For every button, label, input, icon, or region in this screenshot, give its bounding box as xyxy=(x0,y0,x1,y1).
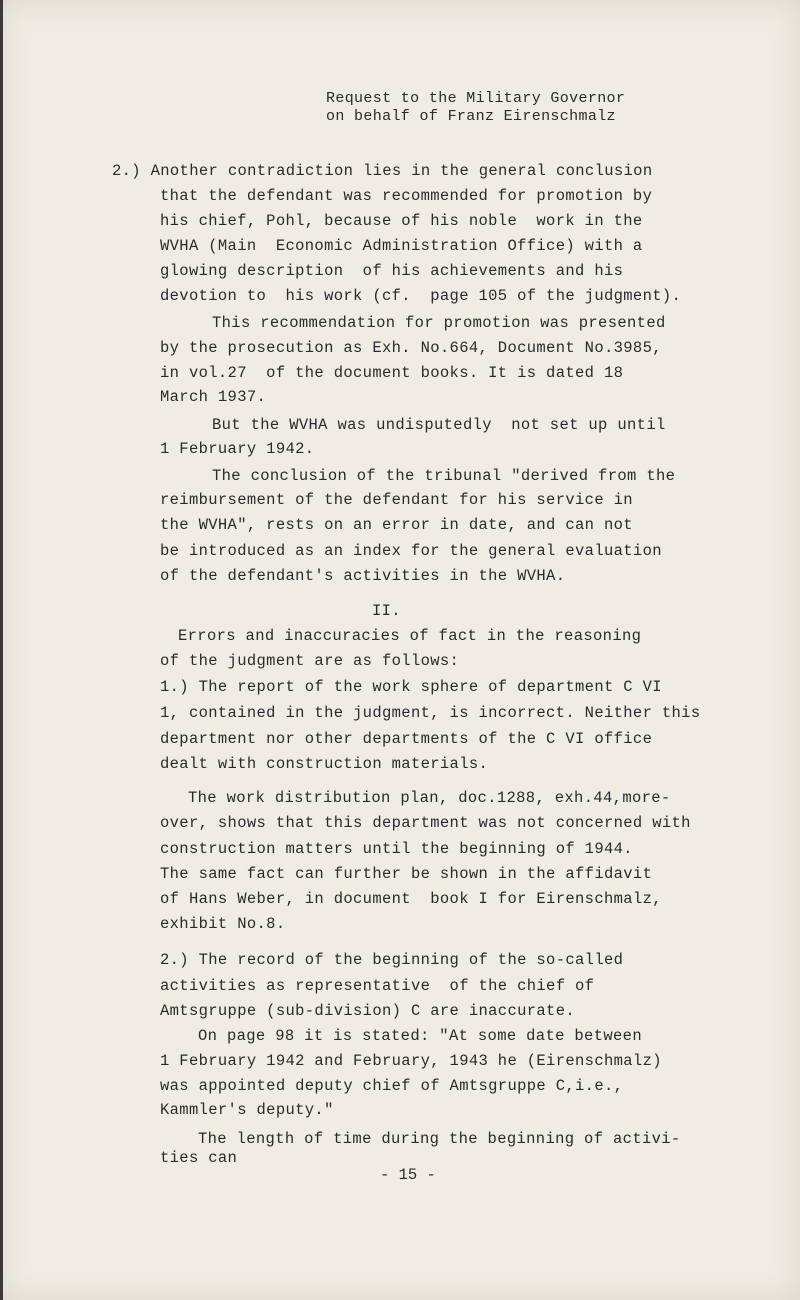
text-line: 2.) Another contradiction lies in the general conclusion xyxy=(112,162,653,180)
text-line: This recommendation for promotion was presented xyxy=(212,314,666,332)
text-line: construction matters until the beginning of 1944. xyxy=(160,840,633,858)
text-line: The conclusion of the tribunal "derived from the xyxy=(212,467,676,485)
text-line: devotion to his work (cf. page 105 of the judgment). xyxy=(160,287,682,305)
text-line: ties can xyxy=(160,1149,238,1167)
text-line: The length of time during the beginning of activi- xyxy=(198,1130,681,1148)
text-line: On page 98 it is stated: "At some date between xyxy=(198,1027,642,1045)
text-line: March 1937. xyxy=(160,388,267,406)
text-line: 1 February 1942 and February, 1943 he (Eirenschmalz) xyxy=(160,1052,662,1070)
text-line: was appointed deputy chief of Amtsgruppe C,i.e., xyxy=(160,1077,624,1095)
page-edge xyxy=(0,0,3,1300)
text-line: dealt with construction materials. xyxy=(160,755,489,773)
text-line: Kammler's deputy." xyxy=(160,1101,334,1119)
text-line: Errors and inaccuracies of fact in the reasoning xyxy=(178,627,642,645)
text-line: 1.) The report of the work sphere of department C VI xyxy=(160,678,662,696)
text-line: be introduced as an index for the general evaluation xyxy=(160,542,662,560)
text-line: by the prosecution as Exh. No.664, Document No.3985, xyxy=(160,339,662,357)
text-line: 1 February 1942. xyxy=(160,440,315,458)
header-line-2: on behalf of Franz Eirenschmalz xyxy=(326,108,616,125)
text-line: in vol.27 of the document books. It is dated 18 xyxy=(160,364,624,382)
text-line: exhibit No.8. xyxy=(160,915,286,933)
text-line: activities as representative of the chief of xyxy=(160,977,595,995)
text-line: 1, contained in the judgment, is incorrect. Neither this xyxy=(160,704,701,722)
text-line: over, shows that this department was not concerned with xyxy=(160,814,691,832)
text-line: But the WVHA was undisputedly not set up until xyxy=(212,416,666,434)
text-line: The same fact can further be shown in the affidavit xyxy=(160,865,653,883)
text-line: department nor other departments of the C VI office xyxy=(160,730,653,748)
section-heading: II. xyxy=(372,602,401,620)
header-line-1: Request to the Military Governor xyxy=(326,90,626,107)
text-line: that the defendant was recommended for promotion by xyxy=(160,187,653,205)
text-line: the WVHA", rests on an error in date, and can not xyxy=(160,516,633,534)
page-number: - 15 - xyxy=(380,1166,436,1184)
text-line: of the defendant's activities in the WVHA. xyxy=(160,567,566,585)
text-line: his chief, Pohl, because of his noble work in the xyxy=(160,212,643,230)
text-line: WVHA (Main Economic Administration Office) with a xyxy=(160,237,643,255)
text-line: reimbursement of the defendant for his service in xyxy=(160,491,633,509)
text-line: 2.) The record of the beginning of the so-called xyxy=(160,951,624,969)
text-line: glowing description of his achievements and his xyxy=(160,262,624,280)
text-line: The work distribution plan, doc.1288, exh.44,more- xyxy=(188,789,671,807)
text-line: of the judgment are as follows: xyxy=(160,652,460,670)
text-line: of Hans Weber, in document book I for Eirenschmalz, xyxy=(160,890,662,908)
text-line: Amtsgruppe (sub-division) C are inaccurate. xyxy=(160,1002,576,1020)
